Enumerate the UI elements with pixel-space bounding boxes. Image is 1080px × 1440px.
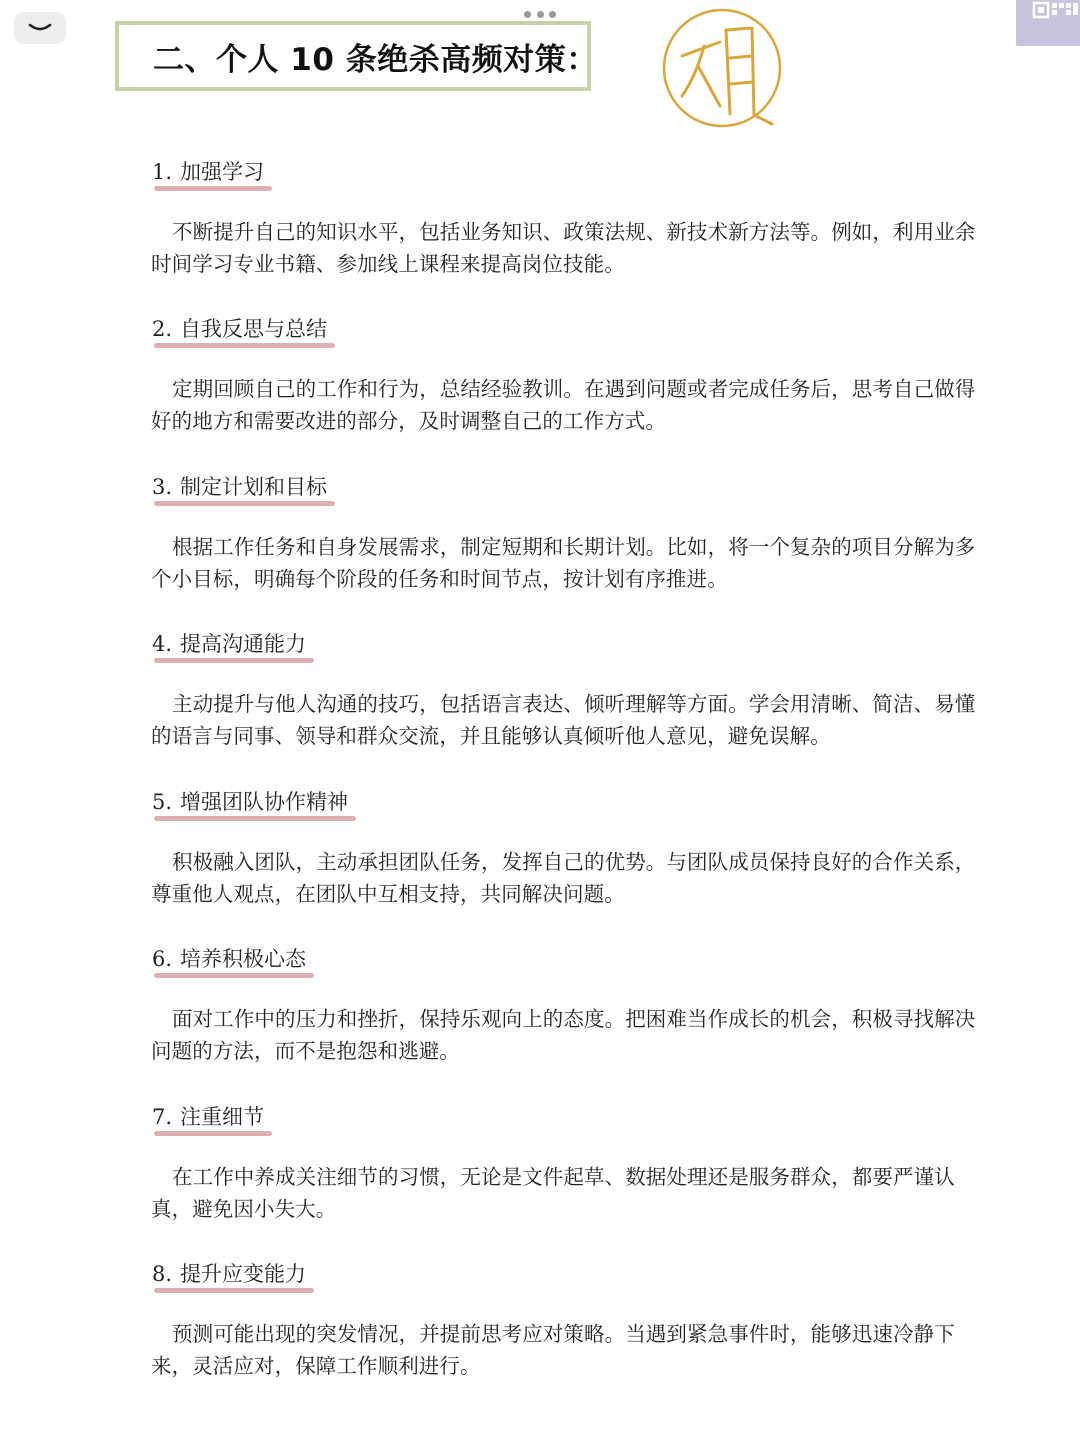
item-body: 积极融入团队，主动承担团队任务，发挥自己的优势。与团队成员保持良好的合作关系，尊重他人观点，在团队中互相支持，共同解决问题。	[151, 850, 976, 906]
item-heading: 4. 提高沟通能力	[152, 630, 306, 658]
stamp-icon	[660, 6, 784, 130]
item-body: 主动提升与他人沟通的技巧，包括语言表达、倾听理解等方面。学会用清晰、简洁、易懂的语言与同事、领导和群众交流，并且能够认真倾听他人意见，避免误解。	[151, 692, 976, 748]
item-body: 在工作中养成关注细节的习惯，无论是文件起草、数据处理还是服务群众，都要严谨认真，避免因小失大。	[151, 1165, 955, 1221]
item-heading: 1. 加强学习	[152, 158, 264, 186]
collapse-button[interactable]	[14, 12, 66, 44]
more-options-icon[interactable]	[524, 8, 556, 20]
item-body: 不断提升自己的知识水平，包括业务知识、政策法规、新技术新方法等。例如，利用业余时间学习专业书籍、参加线上课程来提高岗位技能。	[151, 220, 976, 276]
item-heading: 8. 提升应变能力	[152, 1260, 306, 1288]
heading-underline	[154, 973, 314, 978]
heading-underline	[154, 658, 314, 663]
heading-underline	[154, 1131, 272, 1136]
qr-code-icon	[1016, 0, 1080, 46]
heading-underline	[154, 343, 335, 348]
item-heading: 7. 注重细节	[152, 1103, 264, 1131]
chevron-down-icon	[27, 21, 53, 35]
qr-thumbnail[interactable]	[1016, 0, 1080, 46]
item-heading: 6. 培养积极心态	[152, 945, 306, 973]
item-heading: 3. 制定计划和目标	[152, 473, 327, 501]
heading-underline	[154, 1288, 314, 1293]
title-box	[115, 21, 598, 91]
item-body: 预测可能出现的突发情况，并提前思考应对策略。当遇到紧急事件时，能够迅速冷静下来，灵活应对，保障工作顺利进行。	[151, 1322, 955, 1378]
item-body: 面对工作中的压力和挫折，保持乐观向上的态度。把困难当作成长的机会，积极寻找解决问题的方法，而不是抱怨和逃避。	[151, 1007, 976, 1063]
heading-underline	[154, 186, 272, 191]
item-heading: 2. 自我反思与总结	[152, 315, 327, 343]
seal-stamp	[660, 6, 784, 130]
page-title: 二、个人 10 条绝杀高频对策：	[153, 41, 598, 78]
item-body: 根据工作任务和自身发展需求，制定短期和长期计划。比如，将一个复杂的项目分解为多个小目标，明确每个阶段的任务和时间节点，按计划有序推进。	[151, 535, 976, 591]
heading-underline	[154, 501, 335, 506]
heading-underline	[154, 816, 356, 821]
item-heading: 5. 增强团队协作精神	[152, 788, 348, 816]
item-body: 定期回顾自己的工作和行为，总结经验教训。在遇到问题或者完成任务后，思考自己做得好的地方和需要改进的部分，及时调整自己的工作方式。	[151, 377, 976, 433]
